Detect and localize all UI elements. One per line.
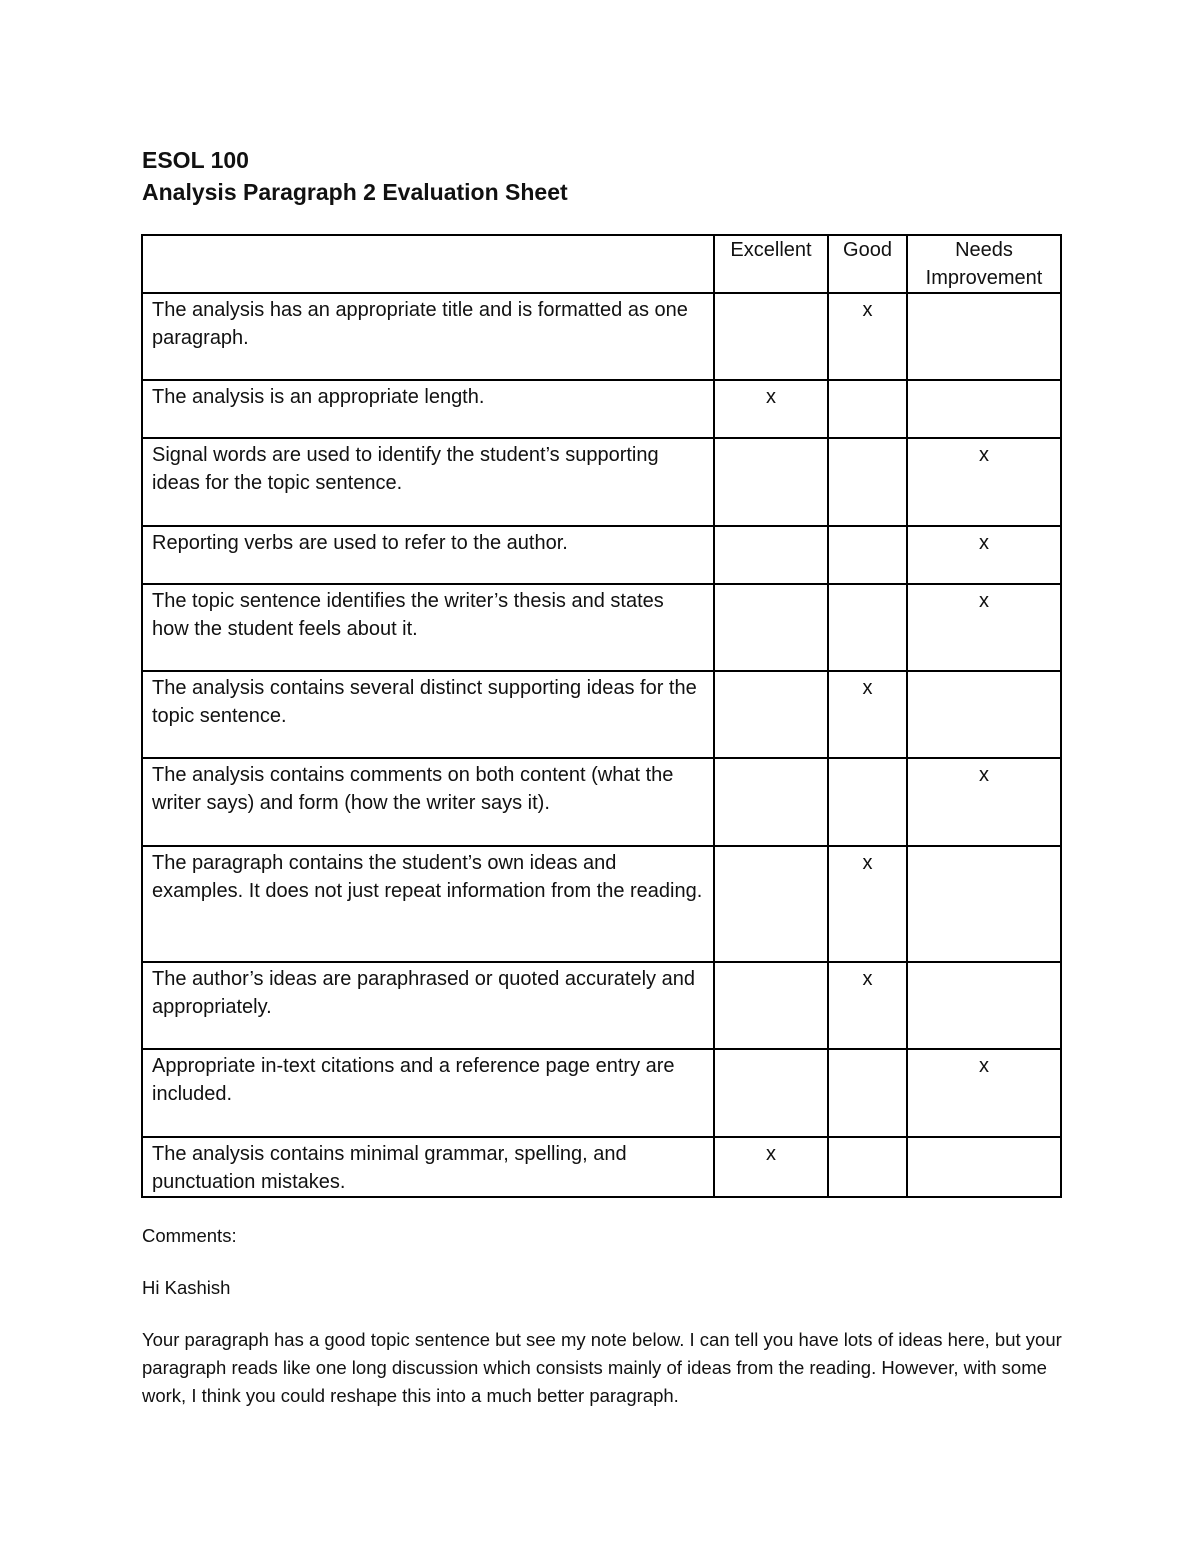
criterion-cell: The analysis contains several distinct supporting ideas for the topic sentence. [142, 671, 714, 758]
rubric-row [142, 846, 1061, 962]
sheet-title: Analysis Paragraph 2 Evaluation Sheet [142, 179, 568, 205]
excellent-mark [714, 846, 828, 962]
comments-label: Comments: [142, 1225, 237, 1246]
good-header: Good [828, 235, 907, 293]
rubric-row [142, 671, 1061, 758]
criterion-cell: The paragraph contains the student’s own ideas and examples. It does not just repeat information from the reading. [142, 846, 714, 962]
needs-improvement-mark: x [907, 584, 1061, 671]
needs-improvement-mark [907, 962, 1061, 1049]
excellent-mark [714, 758, 828, 846]
excellent-mark [714, 293, 828, 380]
good-mark: x [828, 846, 907, 962]
needs-improvement-header: Needs Improvement [907, 235, 1061, 293]
excellent-header: Excellent [714, 235, 828, 293]
excellent-mark: x [714, 1137, 828, 1197]
excellent-mark [714, 438, 828, 526]
excellent-mark [714, 962, 828, 1049]
rubric-row [142, 962, 1061, 1049]
title-block [142, 144, 568, 208]
criterion-cell: Appropriate in-text citations and a reference page entry are included. [142, 1049, 714, 1137]
criterion-cell: The author’s ideas are paraphrased or quoted accurately and appropriately. [142, 962, 714, 1049]
good-mark [828, 526, 907, 584]
criterion-cell: The analysis is an appropriate length. [142, 380, 714, 438]
excellent-mark [714, 671, 828, 758]
rubric-row [142, 438, 1061, 526]
good-mark: x [828, 962, 907, 1049]
criterion-cell: Signal words are used to identify the student’s supporting ideas for the topic sentence. [142, 438, 714, 526]
rubric-row [142, 526, 1061, 584]
criterion-cell: The analysis contains minimal grammar, spelling, and punctuation mistakes. [142, 1137, 714, 1197]
criterion-cell: The analysis contains comments on both content (what the writer says) and form (how the writer says it). [142, 758, 714, 846]
rubric-row [142, 584, 1061, 671]
good-mark [828, 380, 907, 438]
good-mark [828, 1137, 907, 1197]
rubric-row [142, 1137, 1061, 1197]
needs-improvement-mark: x [907, 438, 1061, 526]
needs-improvement-mark [907, 1137, 1061, 1197]
needs-improvement-mark [907, 846, 1061, 962]
needs-improvement-mark [907, 671, 1061, 758]
comments-greeting: Hi Kashish [142, 1277, 231, 1298]
needs-improvement-mark: x [907, 758, 1061, 846]
needs-improvement-mark [907, 380, 1061, 438]
comments-body: Your paragraph has a good topic sentence but see my note below. I can tell you have lots of ideas here, but your paragraph reads like one long discussion which consists mainly of ideas from the reading. However, with some work, I think you could reshape this into a much better paragraph. [142, 1329, 1062, 1406]
needs-improvement-mark: x [907, 1049, 1061, 1137]
good-mark: x [828, 293, 907, 380]
rubric-row [142, 1049, 1061, 1137]
excellent-mark: x [714, 380, 828, 438]
good-mark [828, 1049, 907, 1137]
good-mark: x [828, 671, 907, 758]
rubric-row [142, 758, 1061, 846]
needs-improvement-mark: x [907, 526, 1061, 584]
excellent-mark [714, 584, 828, 671]
criterion-cell: The analysis has an appropriate title and is formatted as one paragraph. [142, 293, 714, 380]
rubric-header-row [142, 235, 1061, 293]
needs-improvement-mark [907, 293, 1061, 380]
criterion-cell: The topic sentence identifies the writer’s thesis and states how the student feels about it. [142, 584, 714, 671]
good-mark [828, 438, 907, 526]
comments-section [142, 1222, 1072, 1410]
good-mark [828, 584, 907, 671]
evaluation-rubric-table [141, 234, 1062, 1198]
criterion-header [142, 235, 714, 293]
course-code: ESOL 100 [142, 147, 249, 173]
good-mark [828, 758, 907, 846]
rubric-row [142, 380, 1061, 438]
criterion-cell: Reporting verbs are used to refer to the author. [142, 526, 714, 584]
excellent-mark [714, 526, 828, 584]
excellent-mark [714, 1049, 828, 1137]
rubric-row [142, 293, 1061, 380]
